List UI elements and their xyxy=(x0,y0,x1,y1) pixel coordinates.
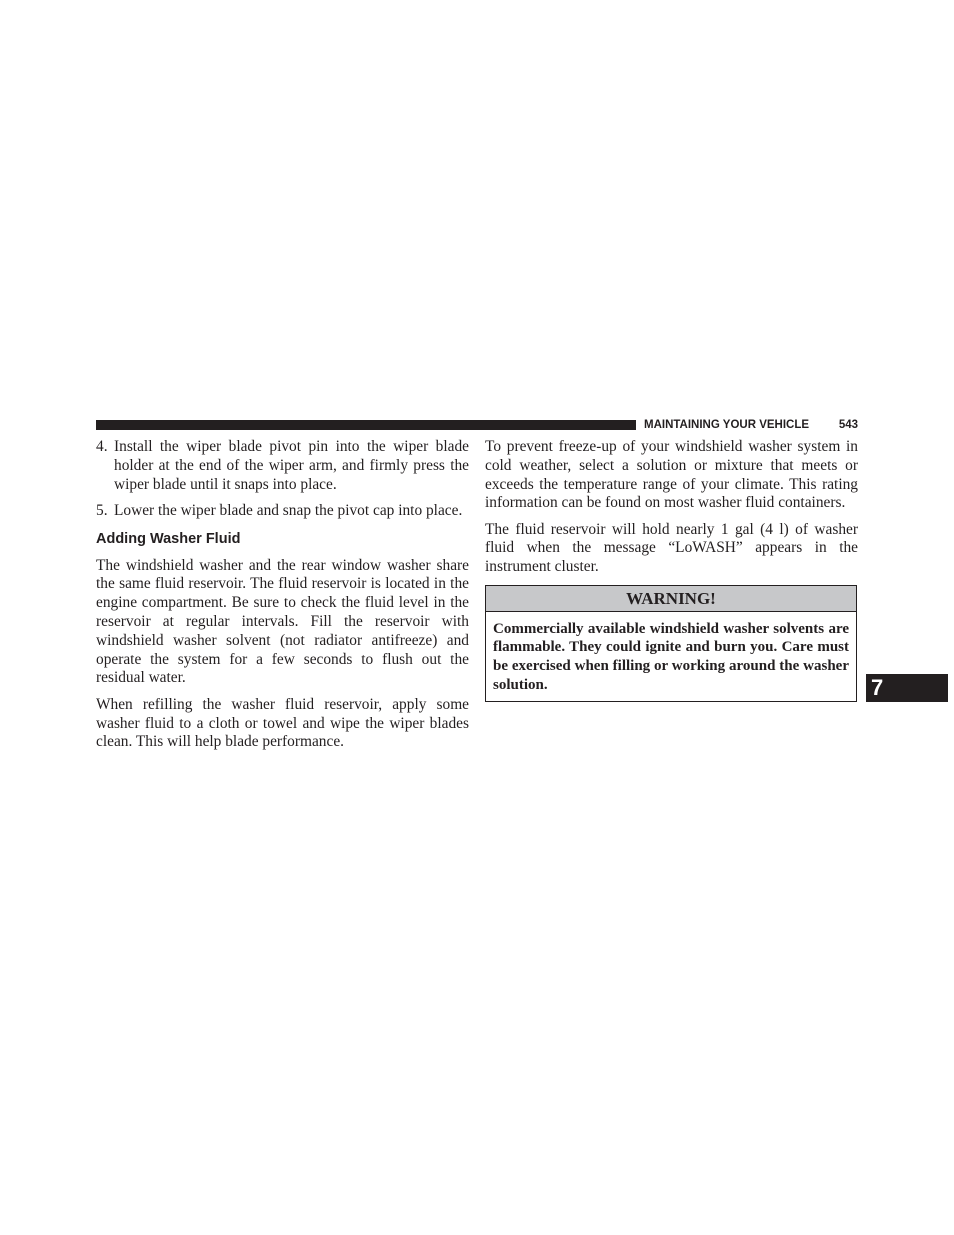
page-number: 543 xyxy=(838,419,858,431)
right-column xyxy=(485,438,858,702)
chapter-tab: 7 xyxy=(866,674,948,702)
section-title: MAINTAINING YOUR VEHICLE xyxy=(644,419,810,431)
step-item xyxy=(96,502,469,521)
running-header xyxy=(644,417,858,433)
step-number: 5. xyxy=(96,501,108,519)
step-number: 4. xyxy=(96,438,108,455)
header-rule xyxy=(96,420,636,430)
left-column xyxy=(96,438,469,760)
body-paragraph: The fluid reservoir will hold nearly 1 gal (4 l) of washer fluid when the message “LoWASH” appears in the instrument cluster. xyxy=(485,520,858,576)
step-text: Lower the wiper blade and snap the pivot cap into place. xyxy=(114,501,463,519)
body-paragraph: When refilling the washer fluid reservoir, apply some washer fluid to a cloth or towel and wipe the wiper blades clean. This will help blade performance. xyxy=(96,695,469,751)
step-text: Install the wiper blade pivot pin into the wiper blade holder at the end of the wiper arm, and firmly press the wiper blade until it snaps into place. xyxy=(114,438,469,493)
section-heading: Adding Washer Fluid xyxy=(96,530,241,547)
warning-text: Commercially available windshield washer solvents are flammable. They could ignite and burn you. Care must be exercised when filling or working around the washer solution. xyxy=(493,620,849,693)
step-item xyxy=(96,438,469,494)
warning-title: WARNING! xyxy=(486,586,856,612)
body-paragraph: The windshield washer and the rear window washer share the same fluid reservoir. The fluid reservoir is located in the engine compartment. Be sure to check the fluid level in the reservoir at regular intervals. Fill the reservoir with windshield washer solvent (not radiator antifreeze) and operate the system for a few seconds to flush out the residual water. xyxy=(96,556,469,687)
body-paragraph: To prevent freeze-up of your windshield washer system in cold weather, select a solution or mixture that meets or exceeds the temperature range of your climate. This rating information can be found on most washer fluid containers. xyxy=(485,438,858,512)
warning-box xyxy=(485,585,857,703)
